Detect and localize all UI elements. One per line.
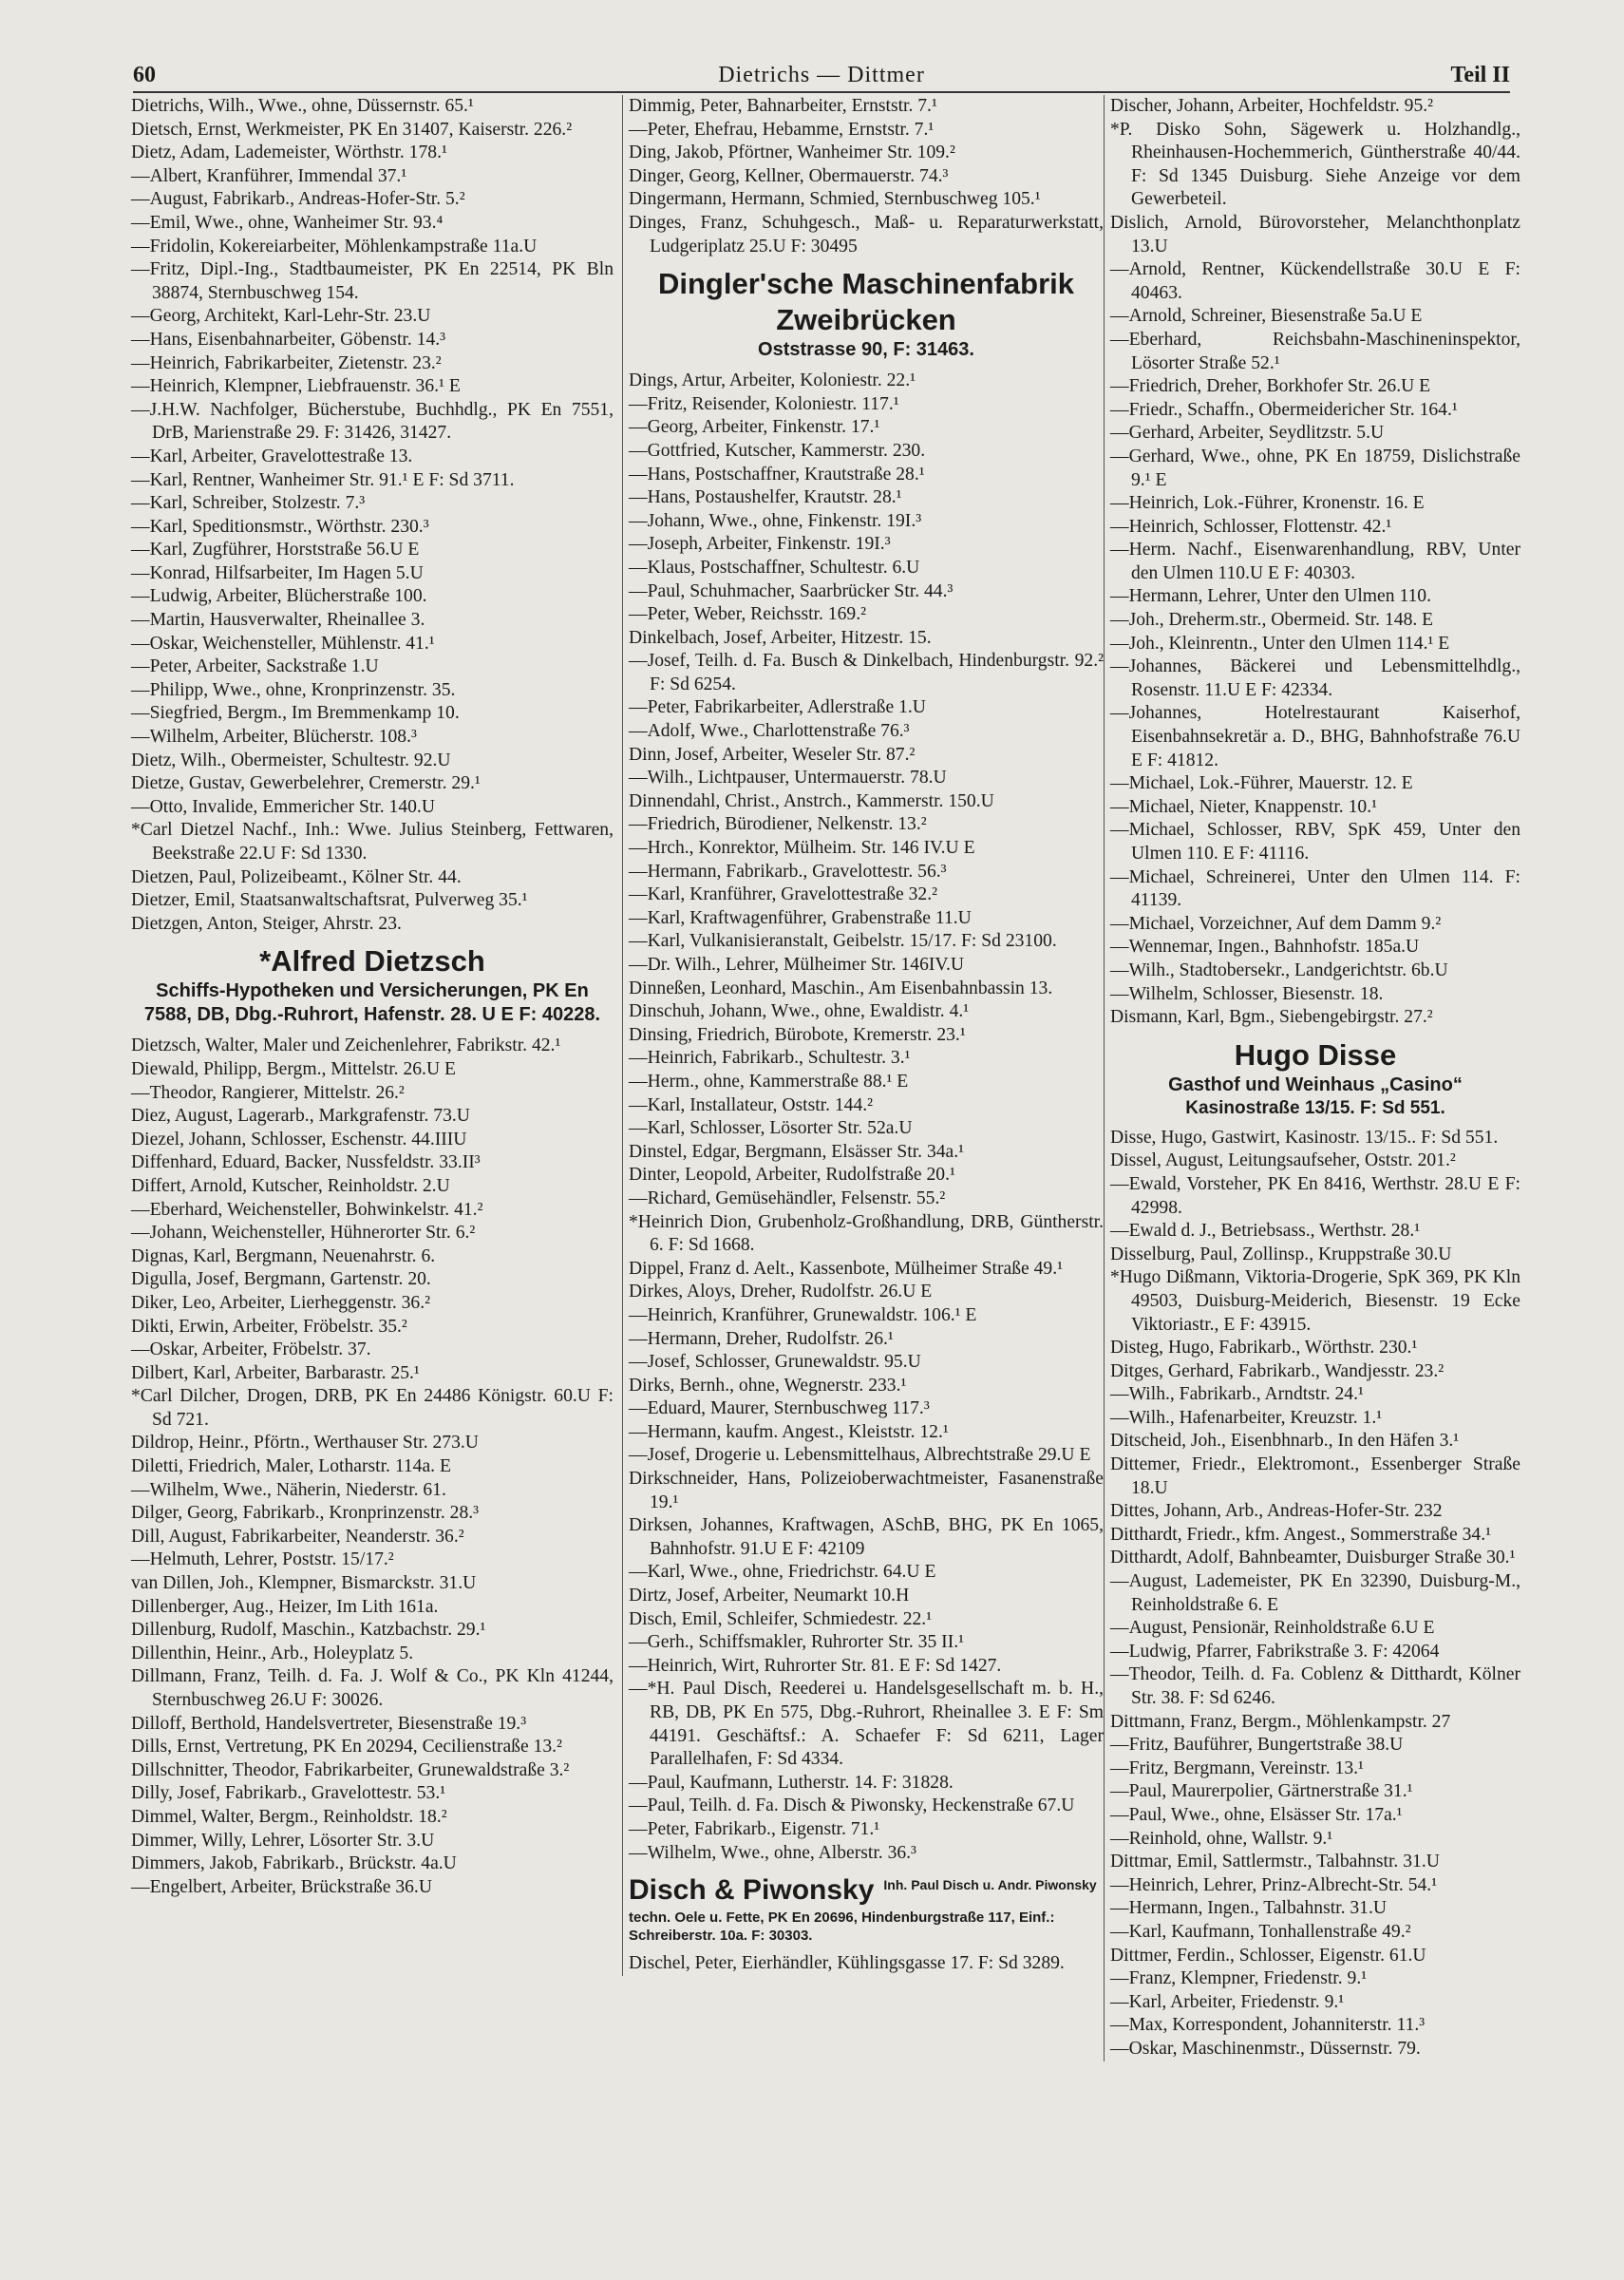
directory-entry: —Gerhard, Wwe., ohne, PK En 18759, Dislichstraße 9.¹ E bbox=[1110, 446, 1520, 490]
directory-entry: Dillenburg, Rudolf, Maschin., Katzbachstr. 29.¹ bbox=[131, 1620, 486, 1641]
directory-entry: —Friedrich, Bürodiener, Nelkenstr. 13.² bbox=[629, 814, 927, 835]
directory-entry: Dietrichs, Wilh., Wwe., ohne, Düssernstr. 65.¹ bbox=[131, 96, 474, 116]
directory-entry: Dilbert, Karl, Arbeiter, Barbarastr. 25.¹ bbox=[131, 1362, 420, 1383]
directory-entry: Dittemer, Friedr., Elektromont., Essenberger Straße 18.U bbox=[1110, 1454, 1520, 1498]
directory-entry: —Karl, Kaufmann, Tonhallenstraße 49.² bbox=[1110, 1921, 1411, 1942]
directory-entry: —Fridolin, Kokereiarbeiter, Möhlenkampstraße 11a.U bbox=[131, 236, 538, 256]
directory-entry: *Hugo Dißmann, Viktoria-Drogerie, SpK 369, PK Kln 49503, Duisburg-Meiderich, Biesenstr. 19 Ecke Viktoriastr., E F: 43915. bbox=[1110, 1267, 1520, 1335]
directory-entry: —August, Pensionär, Reinholdstraße 6.U E bbox=[1110, 1618, 1435, 1639]
directory-entry: —Wilh., Stadtobersekr., Landgerichtstr. 6b.U bbox=[1110, 960, 1448, 980]
directory-entry: Dinn, Josef, Arbeiter, Weseler Str. 87.² bbox=[629, 744, 916, 765]
directory-entry: Dinneßen, Leonhard, Maschin., Am Eisenbahnbassin 13. bbox=[629, 978, 1053, 998]
directory-entry: Dings, Artur, Arbeiter, Koloniestr. 22.¹ bbox=[629, 370, 916, 391]
directory-entry: Dimmig, Peter, Bahnarbeiter, Ernststr. 7.¹ bbox=[629, 96, 937, 116]
ad-title: Hugo Disse bbox=[1234, 1037, 1397, 1072]
page-number: 60 bbox=[133, 63, 156, 87]
directory-entry: Diezel, Johann, Schlosser, Eschenstr. 44.IIIU bbox=[131, 1129, 467, 1150]
ad-subtitle: Schiffs-Hypotheken und Versicherungen, PK En 7588, DB, Dbg.-Ruhrort, Hafenstr. 28. U E F: 40228. bbox=[143, 980, 601, 1026]
directory-entry: Dingermann, Hermann, Schmied, Sternbuschweg 105.¹ bbox=[629, 189, 1041, 210]
directory-entry: Dinger, Georg, Kellner, Obermauerstr. 74.³ bbox=[629, 165, 949, 186]
directory-entry: Dietzgen, Anton, Steiger, Ahrstr. 23. bbox=[131, 913, 402, 934]
directory-entry: —Hermann, Lehrer, Unter den Ulmen 110. bbox=[1110, 586, 1432, 607]
directory-entry: Dillenberger, Aug., Heizer, Im Lith 161a. bbox=[131, 1596, 439, 1617]
advertisement bbox=[131, 943, 614, 1027]
directory-entry: —August, Lademeister, PK En 32390, Duisburg-M., Reinholdstraße 6. E bbox=[1110, 1571, 1520, 1615]
directory-entry: Ditthardt, Adolf, Bahnbeamter, Duisburger Straße 30.¹ bbox=[1110, 1548, 1516, 1568]
directory-entry: —Fritz, Bauführer, Bungertstraße 38.U bbox=[1110, 1735, 1404, 1756]
directory-entry: Dietzen, Paul, Polizeibeamt., Kölner Str. 44. bbox=[131, 866, 462, 887]
directory-entry: —Wilhelm, Wwe., Näherin, Niederstr. 61. bbox=[131, 1479, 446, 1500]
directory-entry: Dillschnitter, Theodor, Fabrikarbeiter, Grunewaldstraße 3.² bbox=[131, 1759, 570, 1780]
directory-entry: Diez, August, Lagerarb., Markgrafenstr. 73.U bbox=[131, 1106, 470, 1127]
directory-column-1 bbox=[131, 95, 614, 1899]
directory-entry: —Paul, Wwe., ohne, Elsässer Str. 17a.¹ bbox=[1110, 1804, 1403, 1825]
directory-entry: —Michael, Vorzeichner, Auf dem Damm 9.² bbox=[1110, 913, 1442, 934]
directory-entry: —Gerh., Schiffsmakler, Ruhrorter Str. 35 II.¹ bbox=[629, 1632, 964, 1653]
directory-entry: —Heinrich, Lehrer, Prinz-Albrecht-Str. 54.¹ bbox=[1110, 1874, 1438, 1895]
directory-entry: —Otto, Invalide, Emmericher Str. 140.U bbox=[131, 796, 435, 817]
directory-entry: —Wilh., Hafenarbeiter, Kreuzstr. 1.¹ bbox=[1110, 1407, 1383, 1428]
directory-entry: Dinschuh, Johann, Wwe., ohne, Ewaldistr. 4.¹ bbox=[629, 1001, 970, 1022]
directory-entry: —Heinrich, Wirt, Ruhrorter Str. 81. E F: Sd 1427. bbox=[629, 1655, 1002, 1676]
directory-entry: —Fritz, Reisender, Koloniestr. 117.¹ bbox=[629, 393, 899, 414]
ad-subtitle: Oststrasse 90, F: 31463. bbox=[758, 339, 974, 361]
directory-entry: —Franz, Klempner, Friedenstr. 9.¹ bbox=[1110, 1968, 1368, 1989]
directory-entry: —Helmuth, Lehrer, Poststr. 15/17.² bbox=[131, 1549, 394, 1570]
directory-entry: Dimmel, Walter, Bergm., Reinholdstr. 18.² bbox=[131, 1806, 447, 1827]
directory-entry: —Reinhold, ohne, Wallstr. 9.¹ bbox=[1110, 1828, 1333, 1849]
directory-entry: —Joh., Kleinrentn., Unter den Ulmen 114.¹ E bbox=[1110, 633, 1450, 654]
directory-entry: —Adolf, Wwe., Charlottenstraße 76.³ bbox=[629, 721, 910, 742]
directory-entry: Diewald, Philipp, Bergm., Mittelstr. 26.U E bbox=[131, 1058, 456, 1079]
advertisement bbox=[629, 1872, 1104, 1945]
directory-entry: —Johannes, Hotelrestaurant Kaiserhof, Eisenbahnsekretär a. D., BHG, Bahnhofstraße 76.U E F: 41812. bbox=[1110, 703, 1520, 770]
directory-entry: —Martin, Hausverwalter, Rheinallee 3. bbox=[131, 610, 425, 631]
directory-entry: Dietzer, Emil, Staatsanwaltschaftsrat, Pulverweg 35.¹ bbox=[131, 890, 528, 911]
directory-entry: Dimmer, Willy, Lehrer, Lösorter Str. 3.U bbox=[131, 1830, 435, 1851]
directory-entry: Dippel, Franz d. Aelt., Kassenbote, Mülheimer Straße 49.¹ bbox=[629, 1258, 1063, 1279]
directory-entry: —Max, Korrespondent, Johanniterstr. 11.³ bbox=[1110, 2015, 1426, 2036]
directory-entry: Dirkes, Aloys, Dreher, Rudolfstr. 26.U E bbox=[629, 1282, 933, 1302]
directory-entry: Dinter, Leopold, Arbeiter, Rudolfstraße 20.¹ bbox=[629, 1165, 955, 1186]
directory-entry: *P. Disko Sohn, Sägewerk u. Holzhandlg., Rheinhausen-Hochemmerich, Güntherstraße 40/44. F: Sd 1345 Duisburg. Siehe Anzeige vor dem Gewerbeteil. bbox=[1110, 119, 1520, 210]
directory-entry: —Arnold, Rentner, Kückendellstraße 30.U E F: 40463. bbox=[1110, 259, 1520, 303]
directory-entry: —Eberhard, Reichsbahn-Maschineninspektor, Lösorter Straße 52.¹ bbox=[1110, 329, 1520, 373]
directory-entry: —Karl, Installateur, Oststr. 144.² bbox=[629, 1094, 874, 1115]
directory-entry: —Wilh., Lichtpauser, Untermauerstr. 78.U bbox=[629, 768, 947, 788]
directory-entry: —Fritz, Bergmann, Vereinstr. 13.¹ bbox=[1110, 1758, 1364, 1778]
directory-entry: —Philipp, Wwe., ohne, Kronprinzenstr. 35. bbox=[131, 679, 456, 700]
directory-entry: Dirkschneider, Hans, Polizeioberwachtmeister, Fasanenstraße 19.¹ bbox=[629, 1469, 1104, 1512]
directory-entry: —Theodor, Rangierer, Mittelstr. 26.² bbox=[131, 1082, 405, 1103]
directory-entry: —Karl, Vulkanisieranstalt, Geibelstr. 15/17. F: Sd 23100. bbox=[629, 931, 1057, 952]
directory-entry: Dilger, Georg, Fabrikarb., Kronprinzenstr. 28.³ bbox=[131, 1503, 480, 1524]
directory-entry: Dills, Ernst, Vertretung, PK En 20294, Cecilienstraße 13.² bbox=[131, 1737, 562, 1758]
directory-entry: —Hermann, Dreher, Rudolfstr. 26.¹ bbox=[629, 1328, 894, 1349]
directory-entry: —Heinrich, Schlosser, Flottenstr. 42.¹ bbox=[1110, 516, 1392, 537]
directory-entry: Dinsing, Friedrich, Bürobote, Kremerstr. 23.¹ bbox=[629, 1024, 966, 1045]
directory-entry: —Georg, Architekt, Karl-Lehr-Str. 23.U bbox=[131, 306, 431, 327]
directory-entry: —Wilh., Fabrikarb., Arndtstr. 24.¹ bbox=[1110, 1384, 1364, 1405]
directory-entry: —Wilhelm, Arbeiter, Blücherstr. 108.³ bbox=[131, 727, 417, 748]
directory-entry: —Heinrich, Fabrikarb., Schultestr. 3.¹ bbox=[629, 1048, 911, 1069]
directory-entry: Dischel, Peter, Eierhändler, Kühlingsgasse 17. F: Sd 3289. bbox=[629, 1953, 1065, 1974]
directory-entry: —Josef, Teilh. d. Fa. Busch & Dinkelbach, Hindenburgstr. 92.² F: Sd 6254. bbox=[629, 651, 1104, 694]
directory-entry: Dillmann, Franz, Teilh. d. Fa. J. Wolf & Co., PK Kln 41244, Sternbuschweg 26.U F: 30026. bbox=[131, 1666, 614, 1710]
directory-entry: Dissel, August, Leitungsaufseher, Oststr. 201.² bbox=[1110, 1150, 1456, 1171]
directory-entry: Dill, August, Fabrikarbeiter, Neanderstr. 36.² bbox=[131, 1526, 464, 1547]
directory-entry: —Ewald, Vorsteher, PK En 8416, Werthstr. 28.U E F: 42998. bbox=[1110, 1173, 1520, 1218]
directory-entry: —Oskar, Maschinenmstr., Düssernstr. 79. bbox=[1110, 2038, 1421, 2059]
ad-text: Kasinostraße 13/15. F: Sd 551. bbox=[1185, 1097, 1445, 1118]
directory-entry: —Fritz, Dipl.-Ing., Stadtbaumeister, PK En 22514, PK Bln 38874, Sternbuschweg 154. bbox=[131, 259, 614, 303]
directory-entry: Dismann, Karl, Bgm., Siebengebirgstr. 27.² bbox=[1110, 1007, 1433, 1028]
directory-entry: —Hermann, Ingen., Talbahnstr. 31.U bbox=[1110, 1898, 1388, 1919]
directory-entry: —Wilhelm, Wwe., ohne, Alberstr. 36.³ bbox=[629, 1842, 916, 1863]
directory-entry: —Michael, Schlosser, RBV, SpK 459, Unter den Ulmen 110. E F: 41116. bbox=[1110, 820, 1520, 864]
directory-entry: —Paul, Kaufmann, Lutherstr. 14. F: 31828. bbox=[629, 1772, 954, 1793]
directory-entry: Dilly, Josef, Fabrikarb., Gravelottestr. 53.¹ bbox=[131, 1783, 446, 1804]
directory-entry: van Dillen, Joh., Klempner, Bismarckstr. 31.U bbox=[131, 1573, 477, 1594]
directory-entry: Diffenhard, Eduard, Backer, Nussfeldstr. 33.II³ bbox=[131, 1152, 481, 1173]
ad-subtitle: Inh. Paul Disch u. Andr. Piwonsky bbox=[883, 1877, 1097, 1893]
directory-entry: Dittmann, Franz, Bergm., Möhlenkampstr. 27 bbox=[1110, 1711, 1451, 1732]
directory-entry: —Peter, Ehefrau, Hebamme, Ernststr. 7.¹ bbox=[629, 119, 935, 140]
directory-entry: Digulla, Josef, Bergmann, Gartenstr. 20. bbox=[131, 1269, 431, 1290]
directory-entry: —Michael, Nieter, Knappenstr. 10.¹ bbox=[1110, 796, 1377, 817]
ad-text: techn. Oele u. Fette, PK En 20696, Hindenburgstraße 117, Einf.: Schreiberstr. 10a. F: 30303. bbox=[629, 1910, 1055, 1945]
directory-entry: Dislich, Arnold, Bürovorsteher, Melanchthonplatz 13.U bbox=[1110, 212, 1520, 256]
directory-entry: —Hrch., Konrektor, Mülheim. Str. 146 IV.U E bbox=[629, 838, 975, 859]
directory-entry: Dimmers, Jakob, Fabrikarb., Brückstr. 4a.U bbox=[131, 1853, 457, 1874]
directory-entry: —Hans, Eisenbahnarbeiter, Göbenstr. 14.³ bbox=[131, 329, 446, 350]
directory-entry: Diletti, Friedrich, Maler, Lotharstr. 114a. E bbox=[131, 1456, 451, 1477]
directory-column-2 bbox=[622, 95, 1104, 1976]
directory-entry: —Konrad, Hilfsarbeiter, Im Hagen 5.U bbox=[131, 562, 424, 583]
directory-entry: —Oskar, Weichensteller, Mühlenstr. 41.¹ bbox=[131, 633, 435, 654]
directory-entry: —J.H.W. Nachfolger, Bücherstube, Buchhdlg., PK En 7551, DrB, Marienstraße 29. F: 31426, 31427. bbox=[131, 399, 614, 444]
directory-entry: —Klaus, Postschaffner, Schultestr. 6.U bbox=[629, 557, 920, 578]
ad-title: *Alfred Dietzsch bbox=[259, 944, 485, 978]
directory-entry: Dinstel, Edgar, Bergmann, Elsässer Str. 34a.¹ bbox=[629, 1141, 965, 1162]
directory-entry: Dirks, Bernh., ohne, Wegnerstr. 233.¹ bbox=[629, 1375, 907, 1396]
directory-entry: —Joh., Dreherm.str., Obermeid. Str. 148. E bbox=[1110, 610, 1434, 631]
directory-entry: —August, Fabrikarb., Andreas-Hofer-Str. 5.² bbox=[131, 189, 465, 210]
directory-entry: —Albert, Kranführer, Immendal 37.¹ bbox=[131, 165, 407, 186]
directory-entry: —Dr. Wilh., Lehrer, Mülheimer Str. 146IV.U bbox=[629, 955, 965, 975]
directory-entry: Dinnendahl, Christ., Anstrch., Kammerstr. 150.U bbox=[629, 790, 994, 811]
directory-entry: —Georg, Arbeiter, Finkenstr. 17.¹ bbox=[629, 417, 880, 438]
directory-entry: —Paul, Schuhmacher, Saarbrücker Str. 44.³ bbox=[629, 580, 954, 601]
directory-entry: —Arnold, Schreiner, Biesenstraße 5a.U E bbox=[1110, 306, 1423, 327]
directory-entry: Dirtz, Josef, Arbeiter, Neumarkt 10.H bbox=[629, 1586, 910, 1606]
directory-entry: —Eberhard, Weichensteller, Bohwinkelstr. 41.² bbox=[131, 1199, 483, 1220]
directory-entry: Dittmar, Emil, Sattlermstr., Talbahnstr. 31.U bbox=[1110, 1852, 1440, 1872]
directory-entry: —Ludwig, Arbeiter, Blücherstraße 100. bbox=[131, 586, 427, 607]
directory-entry: Dittmer, Ferdin., Schlosser, Eigenstr. 61.U bbox=[1110, 1945, 1426, 1966]
directory-entry: *Carl Dietzel Nachf., Inh.: Wwe. Julius Steinberg, Fettwaren, Beekstraße 22.U F: Sd 1330. bbox=[131, 820, 614, 864]
directory-entry: —Theodor, Teilh. d. Fa. Coblenz & Ditthardt, Kölner Str. 38. F: Sd 6246. bbox=[1110, 1664, 1520, 1708]
directory-entry: —Emil, Wwe., ohne, Wanheimer Str. 93.⁴ bbox=[131, 212, 444, 233]
directory-entry: —Hans, Postaushelfer, Krautstr. 28.¹ bbox=[629, 487, 902, 508]
directory-entry: —Paul, Maurerpolier, Gärtnerstraße 31.¹ bbox=[1110, 1781, 1413, 1802]
directory-entry: —Karl, Zugführer, Horststraße 56.U E bbox=[131, 540, 420, 560]
directory-entry: Diker, Leo, Arbeiter, Lierheggenstr. 36.² bbox=[131, 1292, 430, 1313]
directory-entry: Dikti, Erwin, Arbeiter, Fröbelstr. 35.² bbox=[131, 1316, 407, 1337]
directory-entry: Dietz, Adam, Lademeister, Wörthstr. 178.¹ bbox=[131, 142, 447, 163]
directory-entry: —Wennemar, Ingen., Bahnhofstr. 185a.U bbox=[1110, 937, 1420, 958]
directory-entry: Disse, Hugo, Gastwirt, Kasinostr. 13/15.. F: Sd 551. bbox=[1110, 1127, 1499, 1148]
directory-entry: —Peter, Fabrikarb., Eigenstr. 71.¹ bbox=[629, 1818, 880, 1839]
ad-subtitle: Gasthof und Weinhaus „Casino“ bbox=[1168, 1074, 1463, 1095]
directory-entry: —Josef, Drogerie u. Lebensmittelhaus, Albrechtstraße 29.U E bbox=[629, 1445, 1091, 1466]
directory-entry: Disselburg, Paul, Zollinsp., Kruppstraße 30.U bbox=[1110, 1244, 1452, 1264]
directory-entry: —Johannes, Bäckerei und Lebensmittelhdlg., Rosenstr. 11.U E F: 42334. bbox=[1110, 656, 1520, 700]
directory-entry: Dittes, Johann, Arb., Andreas-Hofer-Str. 232 bbox=[1110, 1501, 1443, 1522]
directory-entry: Ditthardt, Friedr., kfm. Angest., Sommerstraße 34.¹ bbox=[1110, 1524, 1491, 1545]
directory-entry: —Johann, Weichensteller, Hühnerorter Str. 6.² bbox=[131, 1223, 476, 1244]
directory-entry: —Wilhelm, Schlosser, Biesenstr. 18. bbox=[1110, 983, 1384, 1004]
directory-entry: Differt, Arnold, Kutscher, Reinholdstr. 2.U bbox=[131, 1175, 450, 1196]
directory-entry: Disch, Emil, Schleifer, Schmiedestr. 22.¹ bbox=[629, 1608, 933, 1629]
directory-entry: —Heinrich, Klempner, Liebfrauenstr. 36.¹ E bbox=[131, 376, 461, 397]
directory-entry: —Engelbert, Arbeiter, Brückstraße 36.U bbox=[131, 1876, 432, 1897]
directory-entry: Dietsch, Ernst, Werkmeister, PK En 31407, Kaiserstr. 226.² bbox=[131, 119, 573, 140]
directory-entry: —Michael, Lok.-Führer, Mauerstr. 12. E bbox=[1110, 773, 1413, 794]
directory-entry: Dinkelbach, Josef, Arbeiter, Hitzestr. 15. bbox=[629, 627, 932, 648]
directory-entry: Ding, Jakob, Pförtner, Wanheimer Str. 109.² bbox=[629, 142, 955, 163]
directory-entry: —Karl, Kraftwagenführer, Grabenstraße 11.U bbox=[629, 907, 972, 928]
directory-entry: —Friedr., Schaffn., Obermeidericher Str. 164.¹ bbox=[1110, 399, 1458, 420]
directory-entry: —Ewald d. J., Betriebsass., Werthstr. 28.¹ bbox=[1110, 1221, 1421, 1242]
directory-entry: —Ludwig, Pfarrer, Fabrikstraße 3. F: 42064 bbox=[1110, 1641, 1440, 1662]
directory-entry: —Josef, Schlosser, Grunewaldstr. 95.U bbox=[629, 1352, 921, 1373]
directory-entry: —Hans, Postschaffner, Krautstraße 28.¹ bbox=[629, 464, 925, 484]
directory-entry: —Siegfried, Bergm., Im Bremmenkamp 10. bbox=[131, 703, 460, 724]
directory-entry: —Karl, Rentner, Wanheimer Str. 91.¹ E F: Sd 3711. bbox=[131, 469, 515, 490]
directory-entry: —Gerhard, Arbeiter, Seydlitzstr. 5.U bbox=[1110, 423, 1385, 444]
directory-entry: Dietz, Wilh., Obermeister, Schultestr. 92.U bbox=[131, 750, 451, 770]
advertisement bbox=[629, 266, 1104, 362]
directory-entry: —Karl, Schreiber, Stolzestr. 7.³ bbox=[131, 493, 366, 514]
directory-entry: —Hermann, Fabrikarb., Gravelottestr. 56.³ bbox=[629, 861, 947, 882]
directory-entry: —Peter, Arbeiter, Sackstraße 1.U bbox=[131, 656, 379, 677]
directory-entry: Dillenthin, Heinr., Arb., Holeyplatz 5. bbox=[131, 1643, 414, 1663]
directory-entry: Dildrop, Heinr., Pförtn., Werthauser Str. 273.U bbox=[131, 1433, 479, 1454]
directory-entry: —Karl, Schlosser, Lösorter Str. 52a.U bbox=[629, 1118, 913, 1139]
page-header bbox=[133, 59, 1510, 93]
directory-entry: —Heinrich, Kranführer, Grunewaldstr. 106.¹ E bbox=[629, 1304, 977, 1325]
directory-entry: *Heinrich Dion, Grubenholz-Großhandlung, DRB, Güntherstr. 6. F: Sd 1668. bbox=[629, 1211, 1104, 1256]
directory-entry: *Carl Dilcher, Drogen, DRB, PK En 24486 Königstr. 60.U F: Sd 721. bbox=[131, 1386, 614, 1430]
directory-entry: —Friedrich, Dreher, Borkhofer Str. 26.U E bbox=[1110, 376, 1431, 397]
directory-column-3 bbox=[1104, 95, 1520, 2062]
directory-entry: Discher, Johann, Arbeiter, Hochfeldstr. 95.² bbox=[1110, 96, 1434, 116]
part-label: Teil II bbox=[1450, 63, 1510, 87]
directory-entry: Dietzsch, Walter, Maler und Zeichenlehrer, Fabrikstr. 42.¹ bbox=[131, 1036, 561, 1056]
directory-entry: —Oskar, Arbeiter, Fröbelstr. 37. bbox=[131, 1340, 371, 1360]
directory-entry: —Heinrich, Lok.-Führer, Kronenstr. 16. E bbox=[1110, 493, 1425, 514]
directory-entry: Dignas, Karl, Bergmann, Neuenahrstr. 6. bbox=[131, 1245, 436, 1266]
directory-entry: Dinges, Franz, Schuhgesch., Maß- u. Reparaturwerkstatt, Ludgeriplatz 25.U F: 30495 bbox=[629, 212, 1104, 256]
directory-entry: —Karl, Arbeiter, Gravelottestraße 13. bbox=[131, 446, 413, 466]
directory-entry: —Johann, Wwe., ohne, Finkenstr. 19I.³ bbox=[629, 510, 922, 531]
ad-title: Dingler'sche Maschinenfabrik Zweibrücken bbox=[657, 267, 1075, 337]
running-title: Dietrichs — Dittmer bbox=[718, 63, 925, 87]
directory-entry: —Herm., ohne, Kammerstraße 88.¹ E bbox=[629, 1071, 909, 1092]
directory-entry: Dietze, Gustav, Gewerbelehrer, Cremerstr. 29.¹ bbox=[131, 773, 481, 794]
ad-title: Disch & Piwonsky bbox=[629, 1874, 875, 1907]
advertisement bbox=[1110, 1037, 1520, 1119]
directory-entry: —Gottfried, Kutscher, Kammerstr. 230. bbox=[629, 440, 926, 461]
directory-entry: Dilloff, Berthold, Handelsvertreter, Biesenstraße 19.³ bbox=[131, 1713, 527, 1734]
directory-entry: —Karl, Wwe., ohne, Friedrichstr. 64.U E bbox=[629, 1562, 936, 1583]
directory-entry: —Karl, Kranführer, Gravelottestraße 32.² bbox=[629, 884, 937, 905]
directory-entry: —Karl, Speditionsmstr., Wörthstr. 230.³ bbox=[131, 516, 429, 537]
directory-entry: —Peter, Fabrikarbeiter, Adlerstraße 1.U bbox=[629, 697, 926, 718]
directory-entry: —Joseph, Arbeiter, Finkenstr. 19I.³ bbox=[629, 534, 891, 555]
directory-entry: —Paul, Teilh. d. Fa. Disch & Piwonsky, Heckenstraße 67.U bbox=[629, 1796, 1075, 1816]
directory-entry: —Herm. Nachf., Eisenwarenhandlung, RBV, Unter den Ulmen 110.U E F: 40303. bbox=[1110, 540, 1520, 583]
directory-entry: —Eduard, Maurer, Sternbuschweg 117.³ bbox=[629, 1398, 930, 1419]
directory-entry: —Hermann, kaufm. Angest., Kleiststr. 12.¹ bbox=[629, 1421, 949, 1442]
directory-entry: —Karl, Arbeiter, Friedenstr. 9.¹ bbox=[1110, 1991, 1345, 2012]
directory-entry: Dirksen, Johannes, Kraftwagen, ASchB, BHG, PK En 1065, Bahnhofstr. 91.U E F: 42109 bbox=[629, 1515, 1104, 1559]
directory-entry: —Peter, Weber, Reichsstr. 169.² bbox=[629, 604, 866, 625]
directory-entry: Disteg, Hugo, Fabrikarb., Wörthstr. 230.¹ bbox=[1110, 1338, 1418, 1358]
directory-entry: —Richard, Gemüsehändler, Felsenstr. 55.² bbox=[629, 1188, 946, 1208]
directory-entry: Ditges, Gerhard, Fabrikarb., Wandjesstr. 23.² bbox=[1110, 1360, 1445, 1381]
directory-entry: —Heinrich, Fabrikarbeiter, Zietenstr. 23.² bbox=[131, 352, 442, 373]
directory-entry: Ditscheid, Joh., Eisenbhnarb., In den Häfen 3.¹ bbox=[1110, 1431, 1460, 1452]
directory-entry: —*H. Paul Disch, Reederei u. Handelsgesellschaft m. b. H., RB, DB, PK En 575, Dbg.-Ruhrort, Rheinallee 3. E F: Sm 44191. Geschäftsf.: A. Schaefer F: Sd 6211, Lager Parallelhafen, F: Sd 4334. bbox=[629, 1679, 1104, 1770]
directory-entry: —Michael, Schreinerei, Unter den Ulmen 114. F: 41139. bbox=[1110, 866, 1520, 911]
